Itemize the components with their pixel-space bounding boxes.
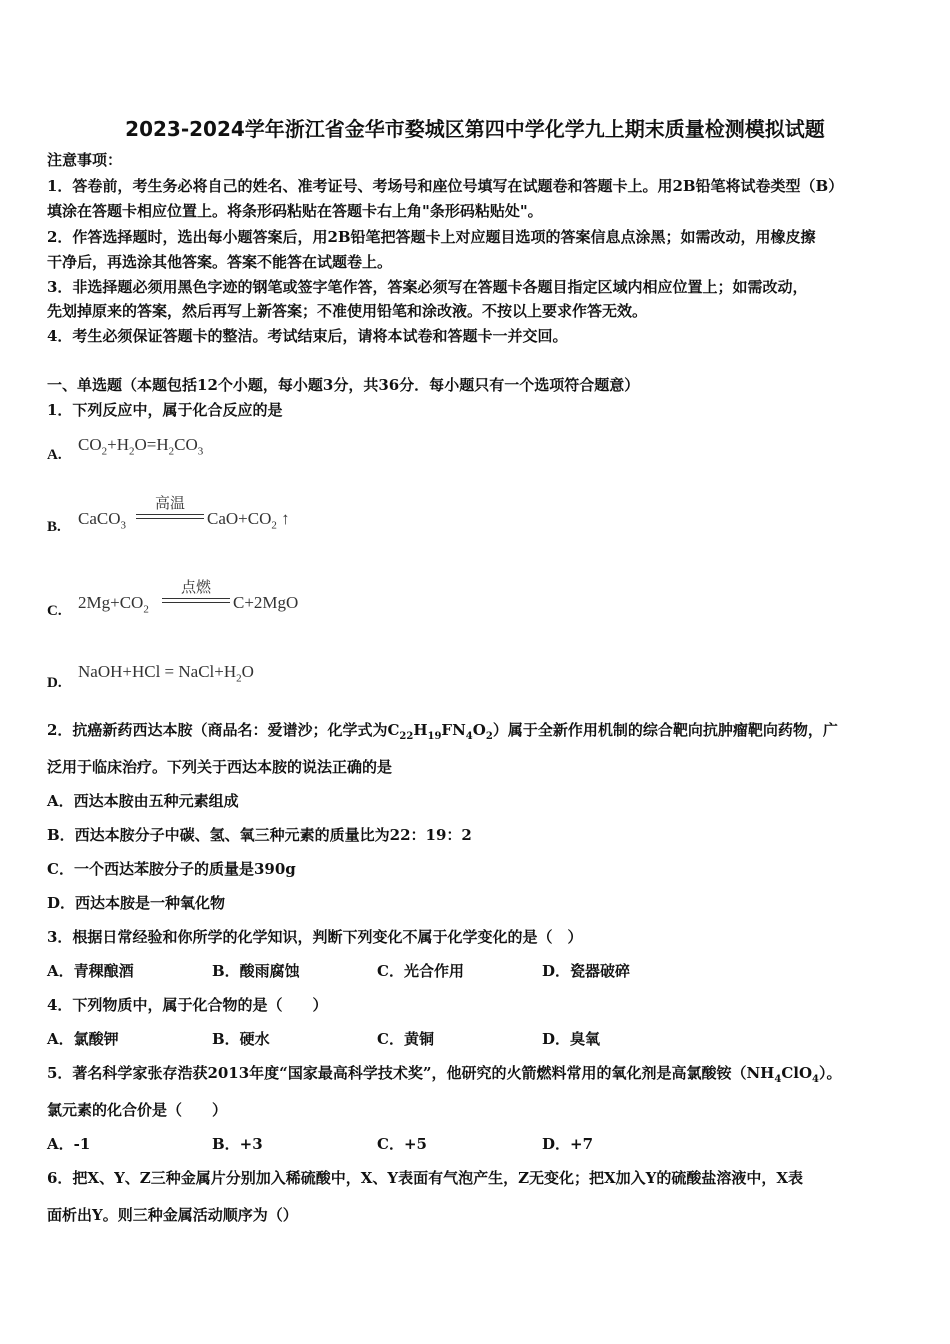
note-line-3: 2．作答选择题时，选出每小题答案后，用2B铅笔把答题卡上对应题目选项的答案信息点涂黑；如需改动，用橡皮擦 [47, 228, 816, 246]
q2-option-c: C．一个西达苯胺分子的质量是390g [47, 860, 296, 878]
q1-option-d-equation: NaOH+HCl = $NaCl+H_2O$ [78, 662, 254, 685]
q1-option-c-condition: 点燃 [180, 578, 211, 596]
q1-option-b-label: B. [47, 519, 61, 535]
q1-option-c-label: C. [47, 603, 62, 619]
note-line-5: 3．非选择题必须用黑色字迹的钢笔或签字笔作答，答案必须写在答题卡各题目指定区域内相应位置上；如需改动， [47, 278, 808, 296]
q6-stem-line-1: 6．把X、Y、Z三种金属片分别加入稀硫酸中，X、Y表面有气泡产生，Z无变化；把X加入Y的硫酸盐溶液中，X表 [47, 1169, 804, 1187]
page-title: 2023-2024学年浙江省金华市婺城区第四中学化学九上期末质量检测模拟试题 [125, 117, 825, 141]
q5-option-b: B．+3 [212, 1135, 263, 1153]
q1-option-c-left: $2Mg+CO_2$ [78, 593, 149, 616]
q3-stem: 3．根据日常经验和你所学的化学知识，判断下列变化不属于化学变化的是（ ） [47, 928, 583, 946]
note-line-4: 干净后，再选涂其他答案。答案不能答在试题卷上。 [47, 253, 393, 271]
q1-option-b-left: CaCO$_3$ [78, 509, 126, 532]
q5-option-c: C．+5 [377, 1135, 427, 1153]
q1-option-a-equation: $CO_2+H_2O=H_2CO_3$ [78, 435, 204, 458]
q1-option-b-right: $CaO+CO_2$ ↑ [207, 509, 290, 532]
q1-option-d-label: D. [47, 675, 62, 691]
q1-option-b-condition: 高温 [154, 494, 185, 512]
q3-option-a: A．青稞酿酒 [47, 962, 134, 980]
q2-option-d: D．西达本胺是一种氧化物 [47, 894, 226, 912]
notes-heading: 注意事项： [47, 151, 123, 169]
q2-option-a: A．西达本胺由五种元素组成 [47, 792, 239, 810]
section-heading: 一、单选题（本题包括12个小题，每小题3分，共36分．每小题只有一个选项符合题意） [47, 376, 640, 394]
q1-option-a-label: A. [47, 447, 62, 463]
q6-stem-line-2: 面析出Y。则三种金属活动顺序为（） [47, 1206, 298, 1224]
q4-stem: 4．下列物质中，属于化合物的是（ ） [47, 996, 328, 1014]
q1-option-b-equals-sign [136, 514, 204, 519]
q4-option-a: A．氯酸钾 [47, 1030, 119, 1048]
q2-option-b: B．西达本胺分子中碳、氢、氧三种元素的质量比为22：19：2 [47, 826, 472, 844]
note-line-1: 1．答卷前，考生务必将自己的姓名、准考证号、考场号和座位号填写在试题卷和答题卡上。用2B铅笔将试卷类型（B） [47, 177, 844, 195]
q4-option-c: C．黄铜 [377, 1030, 434, 1048]
note-line-7: 4．考生必须保证答题卡的整洁。考试结束后，请将本试卷和答题卡一并交回。 [47, 327, 568, 345]
q3-option-d: D．瓷器破碎 [542, 962, 631, 980]
q2-stem-line-2: 泛用于临床治疗。下列关于西达本胺的说法正确的是 [47, 758, 393, 776]
q1-option-c-equals-sign [162, 598, 230, 603]
note-line-6: 先划掉原来的答案，然后再写上新答案；不准使用铅笔和涂改液。不按以上要求作答无效。 [47, 302, 648, 320]
q1-option-c-right: C+2MgO [233, 593, 299, 612]
q3-option-c: C．光合作用 [377, 962, 464, 980]
q4-option-b: B．硬水 [212, 1030, 270, 1048]
q4-option-d: D．臭氧 [542, 1030, 601, 1048]
q5-stem-line-1: 5．著名科学家张存浩获2013年度“国家最高科学技术奖”，他研究的火箭燃料常用的氧化剂是高氯酸铵$(NH_4ClO_4)$。 [47, 1064, 842, 1085]
note-line-2: 填涂在答题卡相应位置上。将条形码粘贴在答题卡右上角"条形码粘贴处"。 [47, 202, 543, 220]
q2-stem-line-1: 2．抗癌新药西达本胺（商品名：爱谱沙；化学式为$C_{22}H_{19}FN_4O_2$）属于全新作用机制的综合靶向抗肿瘤靶向药物，广 [47, 721, 838, 742]
q5-stem-line-2: 氯元素的化合价是（ ） [47, 1101, 228, 1119]
q3-option-b: B．酸雨腐蚀 [212, 962, 300, 980]
q1-stem: 1．下列反应中，属于化合反应的是 [47, 401, 283, 419]
q5-option-a: A．-1 [47, 1135, 91, 1153]
q5-option-d: D．+7 [542, 1135, 594, 1153]
